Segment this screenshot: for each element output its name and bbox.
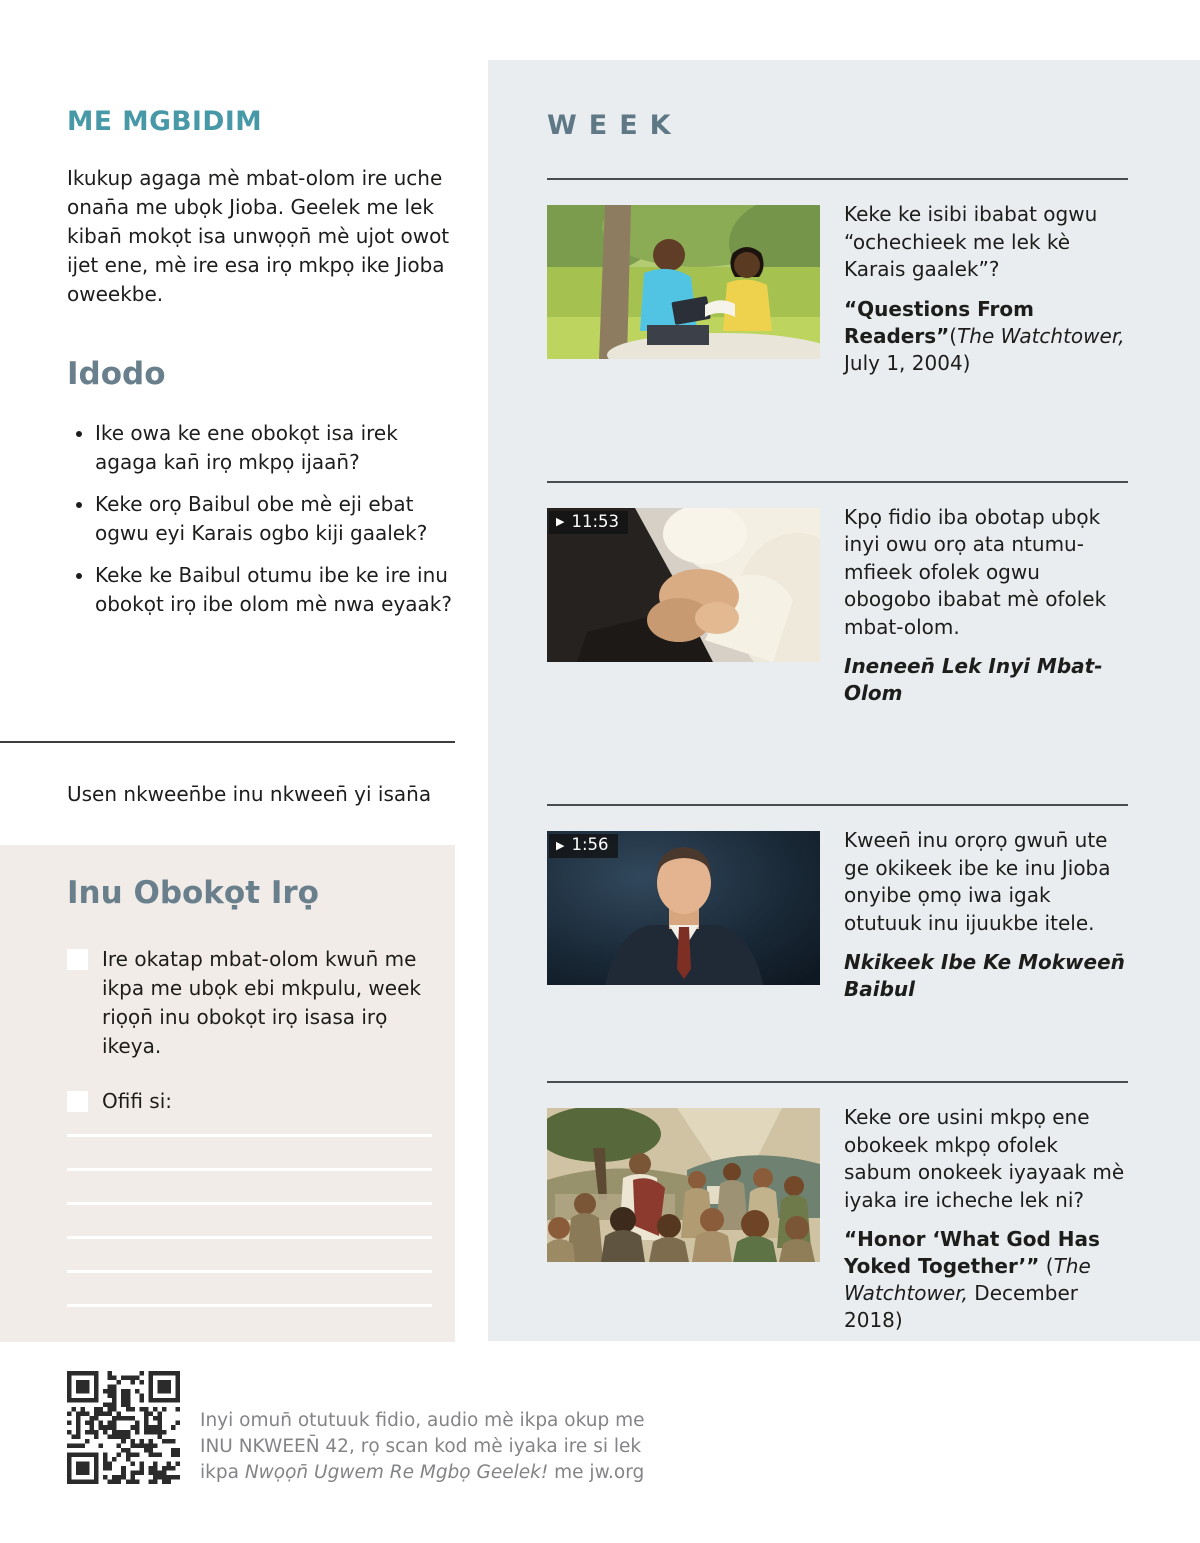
item-divider — [547, 178, 1128, 180]
thumbnail-wedding-hands-video[interactable] — [547, 508, 820, 662]
writing-line — [67, 1168, 432, 1171]
week-title: WEEK — [547, 110, 683, 141]
publication-name: The Watchtower, — [844, 1254, 1091, 1305]
reference-title[interactable]: Nkikeek Ibe Ke Mokween̄ Baibul — [844, 950, 1125, 1001]
item-description: Kpọ fidio iba obotap ubọk inyi owu orọ ata ntumu-mfieek ofolek ogwu obogobo ibabat mè ofolek mbat-olom. — [844, 504, 1107, 639]
week-item — [547, 481, 1128, 708]
note-text: Usen nkween̄be inu nkween̄ yi isan̄a — [67, 782, 432, 806]
task-label: Ofifi si: — [102, 1089, 173, 1113]
checkbox[interactable] — [67, 1091, 88, 1112]
thumbnail-speaker-video[interactable] — [547, 831, 820, 985]
week-item — [547, 1081, 1128, 1334]
reference-title[interactable]: “Honor ‘What God Has Yoked Together’” — [844, 1227, 1100, 1278]
checkbox[interactable] — [67, 949, 88, 970]
question-item: • Keke orọ Baibul obe mè eji ebat ogwu eyi Karais ogbo kiji gaalek? — [95, 490, 456, 548]
task-row — [67, 1087, 432, 1116]
writing-line — [67, 1134, 432, 1137]
video-duration-badge — [549, 511, 628, 535]
writing-lines — [67, 1134, 432, 1307]
reference-title[interactable]: “Questions From Readers” — [844, 296, 1034, 348]
task-label: Ire okatap mbat-olom kwun̄ me ikpa me ubọk ebi mkpulu, week riọọn̄ inu obokọt irọ isasa irọ ikeya. — [102, 947, 421, 1058]
question-item: • Ike owa ke ene obokọt isa irek agaga kan̄ irọ mkpọ ijaan̄? — [95, 419, 456, 477]
item-divider — [547, 804, 1128, 806]
qr-code — [67, 1371, 180, 1484]
item-divider — [547, 481, 1128, 483]
item-reference[interactable] — [844, 949, 1128, 1003]
couple-outdoors-illustration — [547, 205, 820, 359]
item-reference[interactable]: “Questions From Readers”(The Watchtower, July 1, 2004) — [844, 296, 1125, 375]
qr-code-graphic — [67, 1371, 180, 1484]
week-panel — [488, 60, 1200, 1341]
worksheet-box — [0, 845, 455, 1342]
item-description: Kween̄ inu orọrọ gwun̄ ute ge okikeek ibe ke inu Jioba onyibe ọmọ iwa igak otutuuk inu ijuukbe itele. — [844, 828, 1111, 935]
jesus-crowd-illustration — [547, 1108, 820, 1262]
intro-paragraph: Ikukup agaga mè mbat-olom ire uche onan̄a me ubọk Jioba. Geelek me lek kiban̄ mokọt isa unwọọn̄ mè ujot owot ijet ene, mè ire esa irọ mkpọ ike Jioba oweekbe. — [67, 166, 450, 306]
video-duration-badge — [549, 834, 618, 858]
worksheet-title: Inu Obokọt Irọ — [67, 875, 319, 911]
section-title-me-mgbidim: ME MGBIDIM — [67, 106, 263, 137]
play-icon: ▶ — [556, 838, 565, 852]
reference-title[interactable]: Ineneen̄ Lek Inyi Mbat-Olom — [844, 654, 1103, 705]
duration-text: 11:53 — [571, 511, 620, 531]
writing-line — [67, 1304, 432, 1307]
duration-text: 1:56 — [571, 835, 609, 854]
writing-line — [67, 1236, 432, 1239]
thumbnail-couple-reading-outdoors[interactable] — [547, 205, 820, 359]
section-title-idodo: Idodo — [67, 356, 166, 392]
publication-name: Nwọọn̄ Ugwem Re Mgbọ Geelek! — [244, 1461, 549, 1483]
item-description: Keke ke isibi ibabat ogwu “ochechieek me lek kè Karais gaalek”? — [844, 202, 1098, 281]
left-divider — [0, 741, 455, 743]
thumbnail-jesus-teaching-crowd[interactable] — [547, 1108, 820, 1262]
writing-line — [67, 1202, 432, 1205]
item-reference[interactable] — [844, 653, 1128, 707]
week-item — [547, 804, 1128, 1003]
left-column — [67, 0, 456, 632]
week-item — [547, 178, 1128, 377]
item-description: Keke ore usini mkpọ ene obokeek mkpọ ofolek sabum onokeek iyayaak mè iyaka ire icheche lek ni? — [844, 1105, 1125, 1212]
item-divider — [547, 1081, 1128, 1083]
scan-instructions: Inyi omun̄ otutuuk fidio, audio mè ikpa okup me INU NKWEEN̄ 42, rọ scan kod mè iyaka ire si lek ikpa Nwọọn̄ Ugwem Re Mgbọ Geelek! me jw.org — [200, 1409, 645, 1483]
play-icon: ▶ — [556, 515, 565, 529]
question-list — [67, 419, 456, 619]
question-item: • Keke ke Baibul otumu ibe ke ire inu obokọt irọ ibe olom mè nwa eyaak? — [95, 561, 456, 619]
task-row — [67, 945, 432, 1061]
writing-line — [67, 1270, 432, 1273]
publication-name: The Watchtower, — [957, 323, 1125, 348]
item-reference[interactable]: “Honor ‘What God Has Yoked Together’” (The Watchtower, December 2018) — [844, 1227, 1100, 1332]
